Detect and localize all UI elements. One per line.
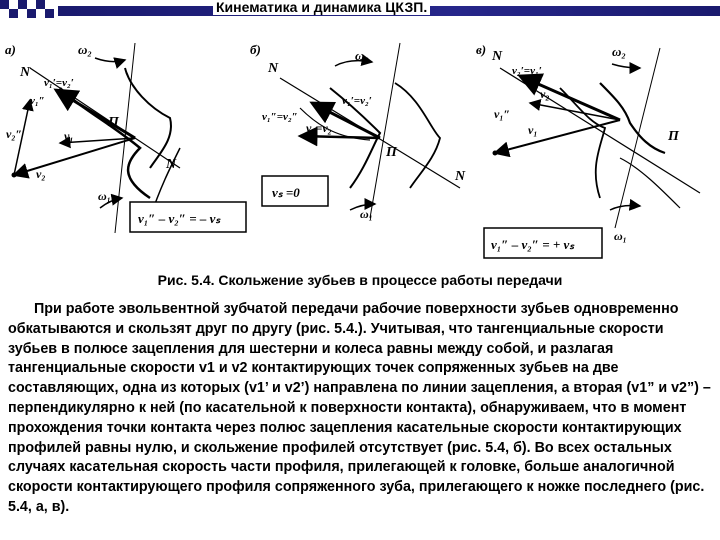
header-checker-ornament <box>0 0 56 22</box>
panel-a-letter: а) <box>5 42 16 57</box>
panel-a-v1pp-label: v₁″ <box>30 95 45 107</box>
header-bar <box>0 0 720 22</box>
panel-c-v2p-v1p-label: v₂′=v₁′ <box>512 65 542 77</box>
panel-a-tooth-2 <box>125 68 171 168</box>
slide-title: Кинематика и динамика ЦКЗП. <box>213 0 430 15</box>
panel-c-v2p-vector <box>520 76 620 120</box>
figure-caption: Рис. 5.4. Скольжение зубьев в процессе работы передачи <box>157 272 563 288</box>
gear-sliding-figure <box>0 28 720 260</box>
panel-b-pole: П <box>386 145 397 160</box>
panel-b-v1pp-label: v₁″=v₂″ <box>262 111 298 123</box>
panel-a-v1p-v2p-label: v₁′=v₂′ <box>44 77 74 89</box>
panel-b-formula: vₛ =0 <box>272 185 300 200</box>
panel-b-v1-label: v₁=v₂ <box>306 121 332 135</box>
panel-c-omega2-label: ω₂ <box>612 44 626 59</box>
panel-a-N-bottom: N <box>166 157 177 172</box>
panel-b-v1p-v2p-label: v₁′=v₂′ <box>342 95 372 107</box>
panel-b-N-bottom: N <box>455 169 466 184</box>
panel-a-formula: v₁″ – v₂″ = – vₛ <box>138 211 221 226</box>
panel-a-pole: П <box>108 115 119 130</box>
panel-b-omega2-label: ω₂ <box>355 48 369 63</box>
panel-c-origin-dot <box>493 151 498 156</box>
panel-c-tooth-3 <box>620 158 680 208</box>
panel-c-omega1-arrow <box>610 206 640 211</box>
panel-c-omega1-label: ω₁ <box>614 229 627 243</box>
panel-c-v2-vector <box>530 103 620 120</box>
panel-c-N-top: N <box>492 49 503 64</box>
panel-c-formula: v₁″ – v₂″ = + vₛ <box>491 237 575 252</box>
panel-b-omega1-label: ω₁ <box>360 207 373 221</box>
panel-a-origin-dot <box>12 173 17 178</box>
panel-b-center-line <box>370 43 400 218</box>
panel-a-omega2-arrow <box>95 58 125 62</box>
panel-c-center-line <box>615 48 660 228</box>
panel-c-omega2-arrow <box>612 64 640 68</box>
panel-c-v1pp-label: v₁″ <box>494 107 511 121</box>
panel-a-omega2-label: ω₂ <box>78 42 92 57</box>
panel-b <box>250 42 466 221</box>
panel-c-letter: в) <box>476 42 487 57</box>
panel-b-N-top: N <box>268 61 279 76</box>
panel-c-v1-vector <box>495 120 620 153</box>
panel-c-pole: П <box>668 129 679 144</box>
panel-c-v1-label: v₁ <box>528 123 538 137</box>
panel-a <box>5 42 246 233</box>
panel-a-N-top: N <box>20 65 31 80</box>
panel-a-v2pp-label: v₂″ <box>6 127 23 141</box>
body-paragraph: При работе эвольвентной зубчатой передачи рабочие поверхности зубьев одновременно обкатываются и скользят друг по другу (рис. 5.4.). Учитывая, что тангенциальные скорости зубьев в полюсе зацепления для шестерни и колеса равны между собой, и разлагая тангенциальные скорости v1 и v2 контактирующих точек сопряженных зубьев на две составляющих, одна из которых (v1’ и v2’) направлена по линии зацепления, а вторая (v1” и v2”) – перпендикулярно к ней (по касательной к поверхности контакта), обнаруживаем, что в момент прохождения точки контакта через полюс зацепления касательные скорости контактирующих профилей равны нулю, и скольжение профилей отсутствует (рис. 5.4, б). Во всех остальных случаях касательная скорость части профиля, прилегающей к головке, больше аналогичной скорости контактирующего профиля сопряженного зуба, прилегающего к ножке последнего (рис. 5.4, а, в). <box>8 301 711 515</box>
panel-c-v2-label: v₂ <box>540 87 550 101</box>
panel-a-v2-label: v₂ <box>36 167 46 181</box>
body-text <box>8 300 714 518</box>
panel-b-letter: б) <box>250 42 261 57</box>
panel-a-v2-vector <box>14 138 135 175</box>
panel-b-v1-vector <box>300 136 380 138</box>
panel-a-omega1-label: ω₁ <box>98 189 111 203</box>
panel-c <box>476 42 700 258</box>
panel-a-v1-label: v₁ <box>64 129 74 143</box>
panel-a-tooth-1 <box>60 88 150 198</box>
